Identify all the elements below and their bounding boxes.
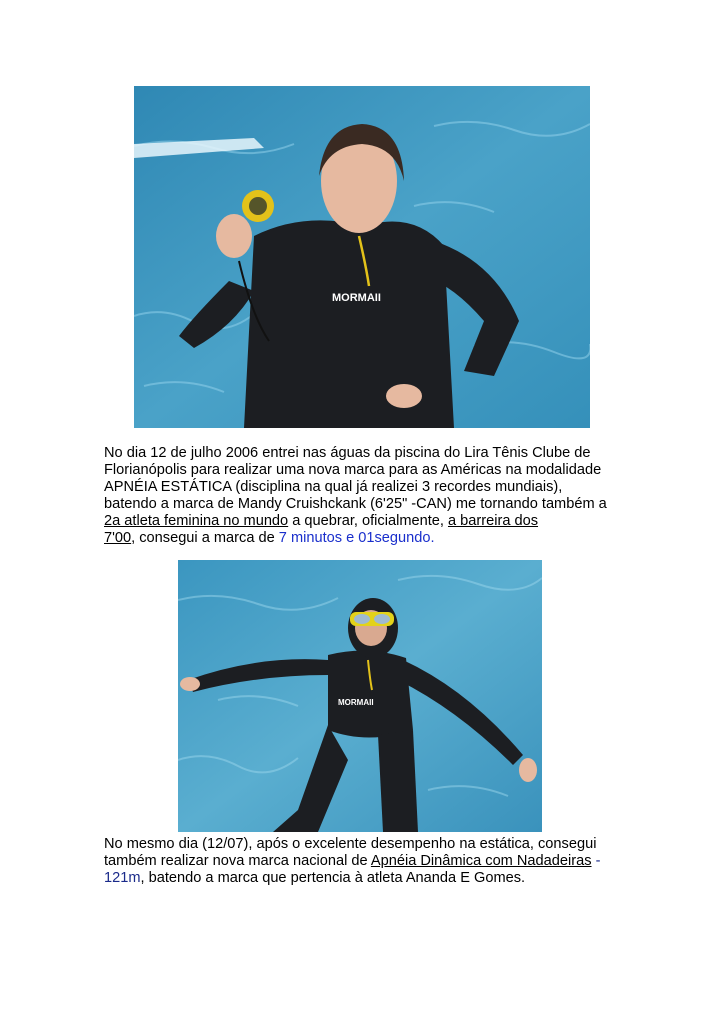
link-barrier-time[interactable]: 7'00 [104, 530, 132, 546]
para1-line3: APNÉIA ESTÁTICA (disciplina na qual já realizei 3 recordes mundiais), [104, 479, 563, 495]
record-paragraph [104, 445, 624, 547]
wetsuit-logo: MORMAII [332, 292, 381, 304]
athlete-floating-photo [178, 560, 542, 832]
wetsuit-logo-floating: MORMAII [338, 698, 374, 707]
dynamic-distance-highlight: 121m [104, 870, 141, 886]
para1-line2: Florianópolis para realizar uma nova marca para as Américas na modalidade [104, 462, 602, 478]
para2-line1: No mesmo dia (12/07), após o excelente desempenho na estática, consegui [104, 836, 597, 852]
link-barrier[interactable]: a barreira dos [447, 513, 539, 529]
record-time-highlight: 7 minutos e 01segundo. [278, 530, 435, 546]
athlete-with-stopwatch-photo [134, 86, 590, 428]
para1-line6-mid: , consegui a marca de [131, 530, 279, 546]
para2-line2-pre: também realizar nova marca nacional de [104, 853, 371, 869]
para2-line3-rest: , batendo a marca que pertencia à atleta Ananda E Gomes. [140, 870, 526, 886]
para1-line5-mid: a quebrar, oficialmente, [288, 513, 448, 529]
link-dynamic-apnea[interactable]: Apnéia Dinâmica com Nadadeiras [370, 853, 592, 869]
para1-line4: batendo a marca de Mandy Cruishckank (6'25" -CAN) me tornando também a [104, 496, 607, 512]
dynamic-record-paragraph [104, 836, 624, 887]
para2-dash: - [591, 853, 601, 869]
para1-line1: No dia 12 de julho 2006 entrei nas águas da piscina do Lira Tênis Clube de [104, 445, 591, 461]
link-female-athlete[interactable]: 2a atleta feminina no mundo [104, 513, 289, 529]
